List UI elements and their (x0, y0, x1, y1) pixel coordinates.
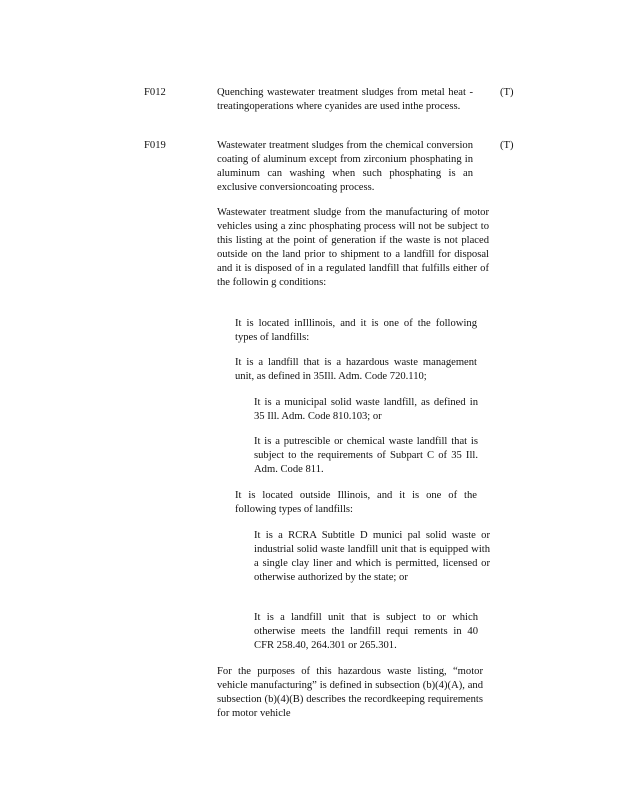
hazard-code-f019: (T) (500, 140, 514, 151)
condition-hazardous-landfill: It is a landfill that is a hazardous waste management unit, as defined in 35Ill. Adm. Code 720.110; (235, 357, 477, 382)
waste-description-f012: Quenching wastewater treatment sludges from metal heat -treatingoperations where cyanides are used inthe process. (217, 87, 473, 112)
condition-municipal-landfill: It is a municipal solid waste landfill, as defined in 35 Ill. Adm. Code 810.103; or (254, 397, 478, 422)
waste-description-f019: Wastewater treatment sludges from the chemical conversion coating of aluminum except from zirconium phosphating in aluminum can washing when such phosphating is an exclusive conversioncoating process. (217, 140, 473, 193)
waste-code-f019: F019 (144, 140, 166, 151)
condition-rcra-landfill: It is a RCRA Subtitle D munici pal solid waste or industrial solid waste landfill unit that is equipped with a single clay liner and which is permitted, licensed or otherwise authorized by the state; or (254, 530, 490, 583)
condition-outside-illinois: It is located outside Illinois, and it is one of the following types of landfills: (235, 490, 477, 515)
condition-in-illinois: It is located inIllinois, and it is one of the following types of landfills: (235, 318, 477, 343)
condition-cfr-landfill: It is a landfill unit that is subject to or which otherwise meets the landfill requi rements in 40 CFR 258.40, 264.301 or 265.301. (254, 612, 478, 651)
condition-putrescible-landfill: It is a putrescible or chemical waste landfill that is subject to the requirements of Subpart C of 35 Ill. Adm. Code 811. (254, 436, 478, 475)
waste-code-f012: F012 (144, 87, 166, 98)
hazard-code-f012: (T) (500, 87, 514, 98)
definition-paragraph: For the purposes of this hazardous waste listing, “motor vehicle manufacturing” is defined in subsection (b)(4)(A), and subsection (b)(4)(B) describes the recordkeeping requirements for motor vehicle (217, 666, 483, 719)
exemption-paragraph: Wastewater treatment sludge from the manufacturing of motor vehicles using a zinc phosphating process will not be subject to this listing at the point of generation if the waste is not placed outside on the land prior to shipment to a landfill for disposal and it is disposed of in a regulated landfill that fulfills either of the followin g conditions: (217, 207, 489, 288)
